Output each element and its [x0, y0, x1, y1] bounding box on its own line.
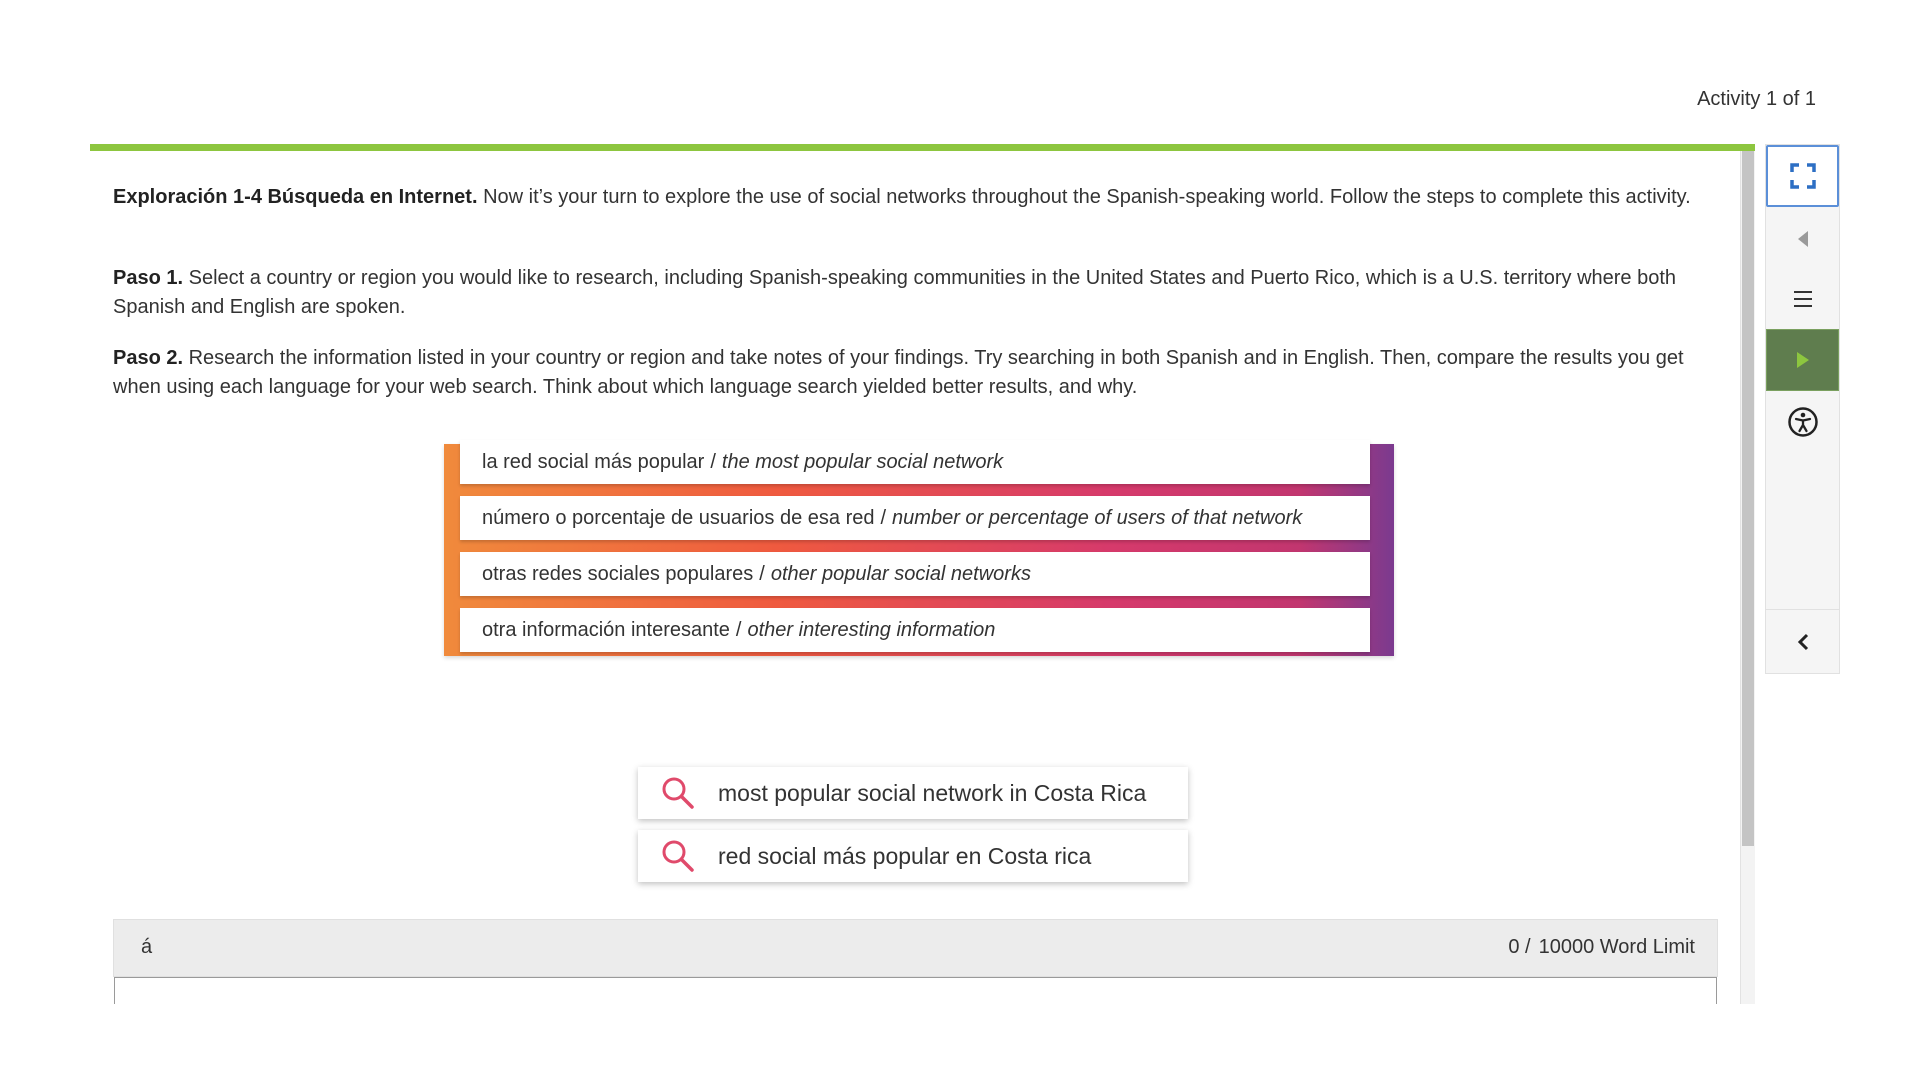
activity-sidebar — [1765, 144, 1840, 674]
collapse-sidebar-button[interactable] — [1766, 609, 1839, 674]
search-icon — [658, 773, 698, 813]
word-limit-counter — [1508, 936, 1695, 959]
word-count: 0 / — [1508, 936, 1531, 958]
info-item-english: other interesting information — [747, 618, 996, 641]
info-item — [460, 608, 1370, 652]
search-example-spanish — [638, 830, 1188, 882]
step-1-paragraph — [113, 264, 1733, 322]
menu-button[interactable] — [1766, 269, 1839, 329]
special-character-button[interactable]: á — [141, 936, 153, 958]
intro-text: Now it’s your turn to explore the use of social networks throughout the Spanish-speaking world. Follow the steps to complete this activity. — [477, 186, 1691, 208]
previous-button[interactable] — [1766, 209, 1839, 269]
info-item-english: the most popular social network — [721, 450, 1004, 473]
info-item-english: number or percentage of users of that network — [892, 506, 1303, 529]
step-2-paragraph — [113, 344, 1733, 402]
response-text-area[interactable] — [114, 977, 1717, 1004]
collapse-icon — [1796, 633, 1810, 651]
activity-content — [90, 144, 1755, 1004]
info-item — [460, 552, 1370, 596]
accessibility-button[interactable] — [1766, 391, 1839, 453]
expand-icon — [1789, 162, 1817, 190]
research-topics-graphic — [444, 444, 1394, 656]
scrollbar-track[interactable] — [1740, 151, 1755, 1004]
step-2-text: Research the information listed in your country or region and take notes of your findings. Try searching in both Spanish and in English. Then, compare the results you get when using each language for your web search. Think about which language search yielded better results, and why. — [113, 347, 1684, 398]
menu-icon — [1792, 289, 1814, 309]
search-example-english — [638, 767, 1188, 819]
search-icon — [658, 836, 698, 876]
play-button[interactable] — [1766, 329, 1839, 391]
info-item — [460, 496, 1370, 540]
intro-title: Exploración 1-4 Búsqueda en Internet. — [113, 186, 478, 208]
content-scroll-area — [90, 151, 1741, 1004]
expand-button[interactable] — [1766, 145, 1839, 207]
step-2-label: Paso 2. — [113, 347, 184, 369]
info-item-spanish: otras redes sociales populares — [482, 562, 754, 585]
step-1-label: Paso 1. — [113, 267, 184, 289]
info-item-separator: / — [880, 506, 887, 529]
previous-icon — [1796, 230, 1810, 248]
info-item-english: other popular social networks — [770, 562, 1031, 585]
info-item-spanish: número o porcentaje de usuarios de esa red — [482, 506, 875, 529]
word-limit-label: 10000 Word Limit — [1538, 936, 1695, 958]
search-query: red social más popular en Costa rica — [718, 842, 1092, 869]
info-item-spanish: otra información interesante — [482, 618, 730, 641]
activity-counter: Activity 1 of 1 — [1697, 88, 1816, 110]
scrollbar-thumb[interactable] — [1742, 151, 1754, 846]
info-item-separator: / — [710, 450, 716, 473]
info-item-separator: / — [735, 618, 742, 641]
editor-toolbar — [113, 919, 1718, 977]
info-item-spanish: la red social más popular — [482, 450, 705, 473]
step-1-text: Select a country or region you would like to research, including Spanish-speaking communities in the United States and Puerto Rico, which is a U.S. territory where both Spanish and English are spoken. — [113, 267, 1677, 318]
info-item-separator: / — [759, 562, 765, 585]
intro-paragraph — [113, 183, 1733, 212]
search-query: most popular social network in Costa Rica — [718, 779, 1147, 806]
info-item — [460, 440, 1370, 484]
play-icon — [1795, 351, 1811, 369]
accessibility-icon — [1787, 406, 1819, 438]
